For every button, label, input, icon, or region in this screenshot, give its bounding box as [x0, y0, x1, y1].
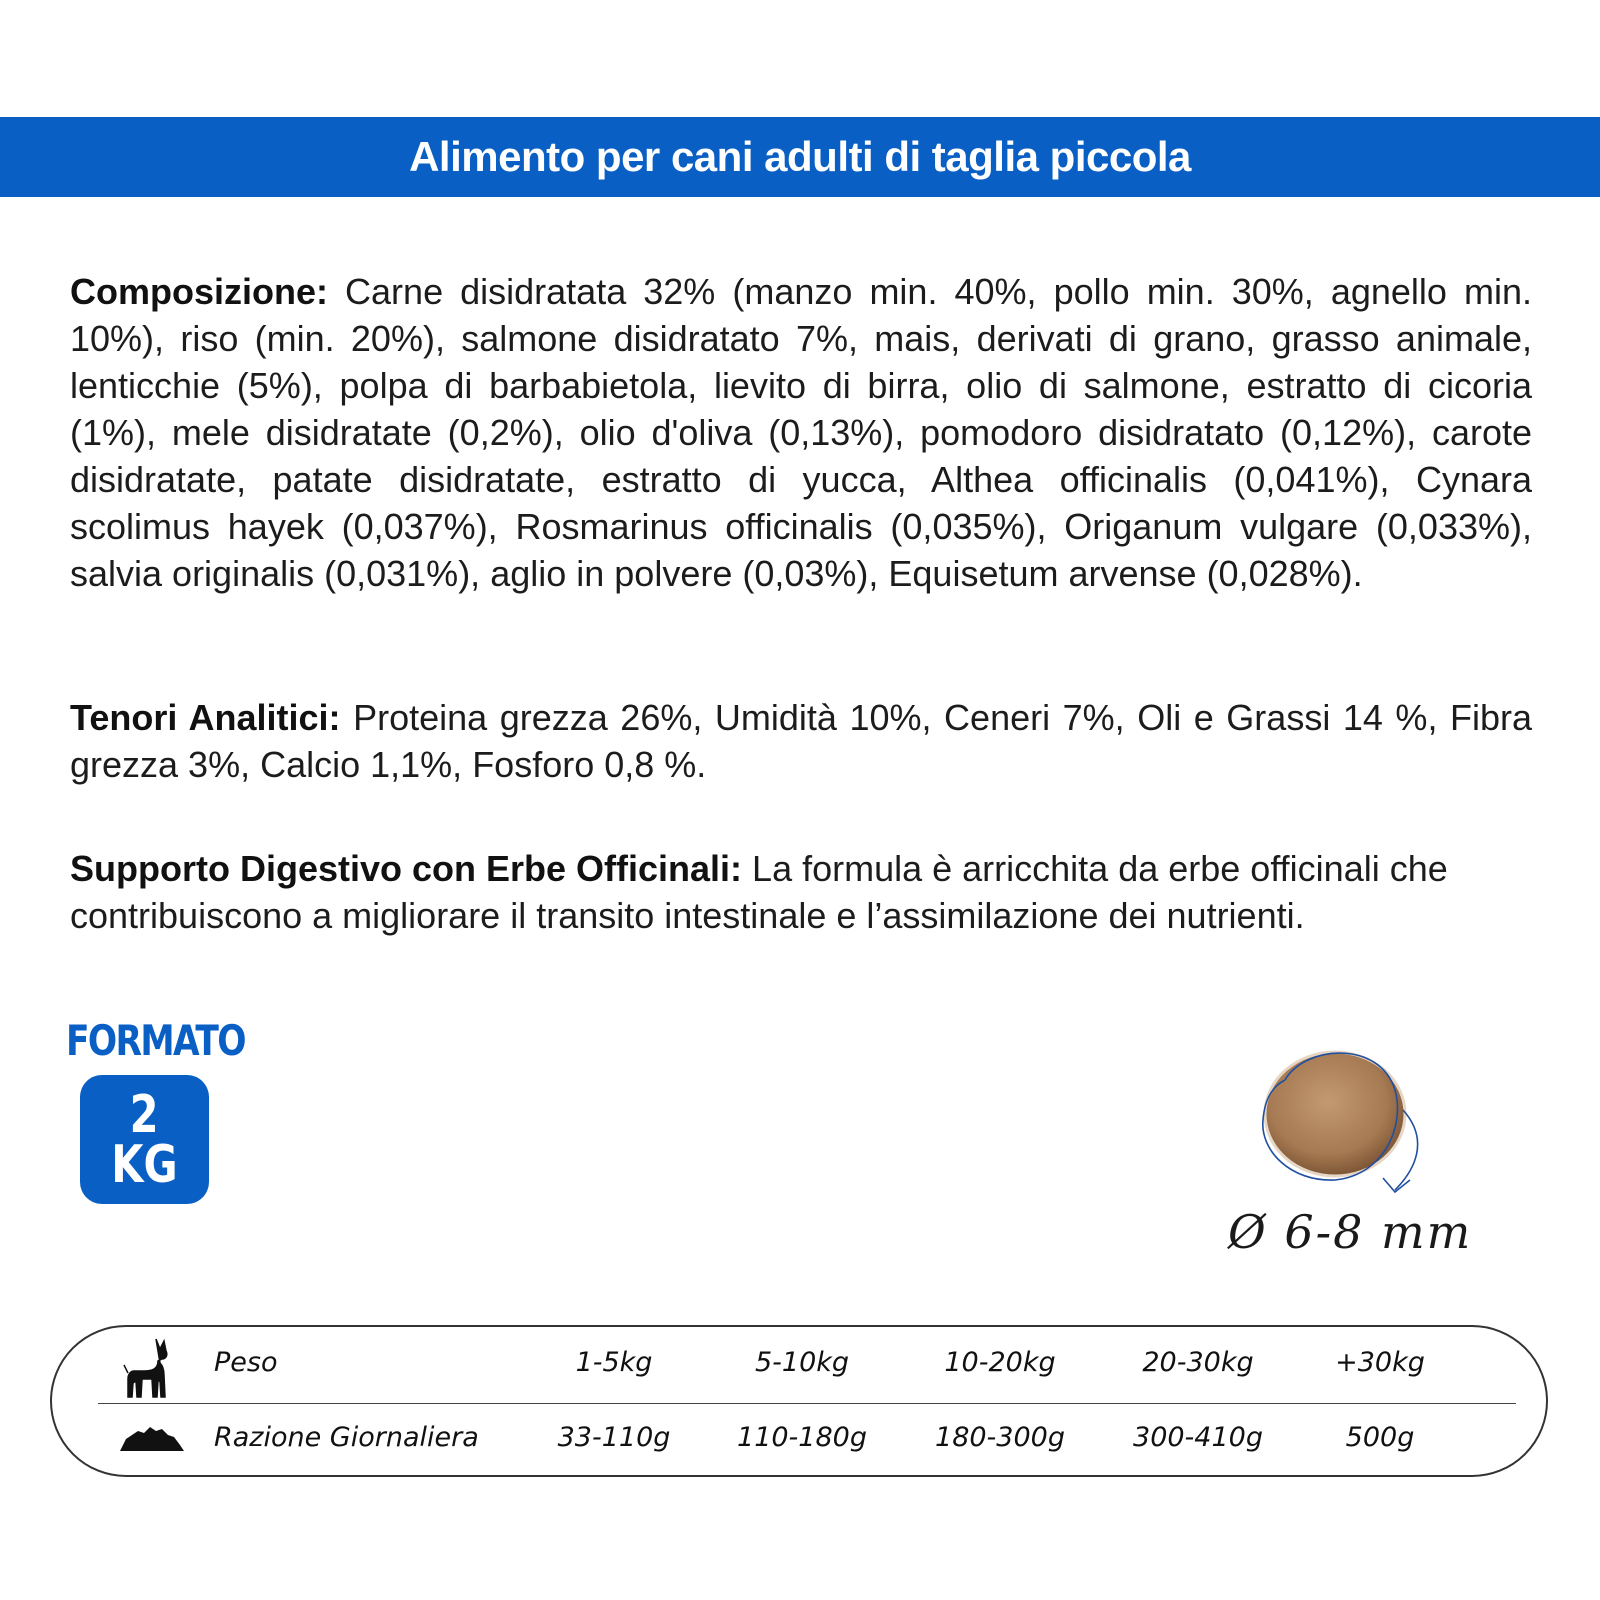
digestive-support-label: Supporto Digestivo con Erbe Officinali:	[70, 848, 743, 889]
kibble-size-label: Ø 6-8 mm	[1228, 1205, 1473, 1259]
ration-cell: 33-110g	[557, 1422, 671, 1453]
weight-cell: 20-30kg	[1142, 1347, 1254, 1378]
weight-cell: 10-20kg	[944, 1347, 1056, 1378]
composition-label: Composizione:	[70, 271, 328, 312]
formato-badge	[80, 1075, 209, 1204]
analytical-paragraph	[70, 694, 1532, 788]
analytical-label: Tenori Analitici:	[70, 697, 341, 738]
weight-cell: +30kg	[1335, 1347, 1425, 1378]
daily-ration-label: Razione Giornaliera	[214, 1422, 479, 1453]
ration-cell: 500g	[1345, 1422, 1415, 1453]
composition-paragraph	[70, 268, 1532, 597]
weight-cell: 5-10kg	[754, 1347, 850, 1378]
title-banner	[0, 117, 1600, 197]
page-title: Alimento per cani adulti di taglia piccola	[409, 133, 1191, 180]
ration-table	[50, 1325, 1548, 1477]
digestive-support-paragraph	[70, 845, 1532, 939]
table-divider	[98, 1403, 1516, 1404]
ration-cell: 110-180g	[737, 1422, 867, 1453]
ration-cell: 300-410g	[1133, 1422, 1263, 1453]
food-pile-icon	[120, 1423, 184, 1453]
weight-cell: 1-5kg	[575, 1347, 653, 1378]
formato-unit: KG	[111, 1134, 178, 1195]
formato-value: 2	[130, 1084, 159, 1145]
ration-cell: 180-300g	[935, 1422, 1065, 1453]
analytical-text: Proteina grezza 26%, Umidità 10%, Ceneri 7%, Oli e Grassi 14 %, Fibra grezza 3%, Calcio 1,1%, Fosforo 0,8 %.	[70, 697, 1532, 785]
dog-icon	[122, 1335, 180, 1399]
formato-label: FORMATO	[66, 1016, 245, 1065]
digestive-support-text: La formula è arricchita da erbe officinali che contribuiscono a migliorare il transito intestinale e l’assimilazione dei nutrienti.	[70, 848, 1448, 936]
composition-text: Carne disidratata 32% (manzo min. 40%, pollo min. 30%, agnello min. 10%), riso (min. 20%), salmone disidratato 7%, mais, derivati di grano, grasso animale, lenticchie (5%), polpa di barbabietola, lievito di birra, olio di salmone, estratto di cicoria (1%), mele disidratate (0,2%), olio d'oliva (0,13%), pomodoro disidratato (0,12%), carote disidratate, patate disidratate, estratto di yucca, Althea officinalis (0,041%), Cynara scolimus hayek (0,037%), Rosmarinus officinalis (0,035%), Origanum vulgare (0,033%), salvia originalis (0,031%), aglio in polvere (0,03%), Equisetum arvense (0,028%).	[70, 271, 1532, 594]
weight-label: Peso	[214, 1347, 278, 1378]
